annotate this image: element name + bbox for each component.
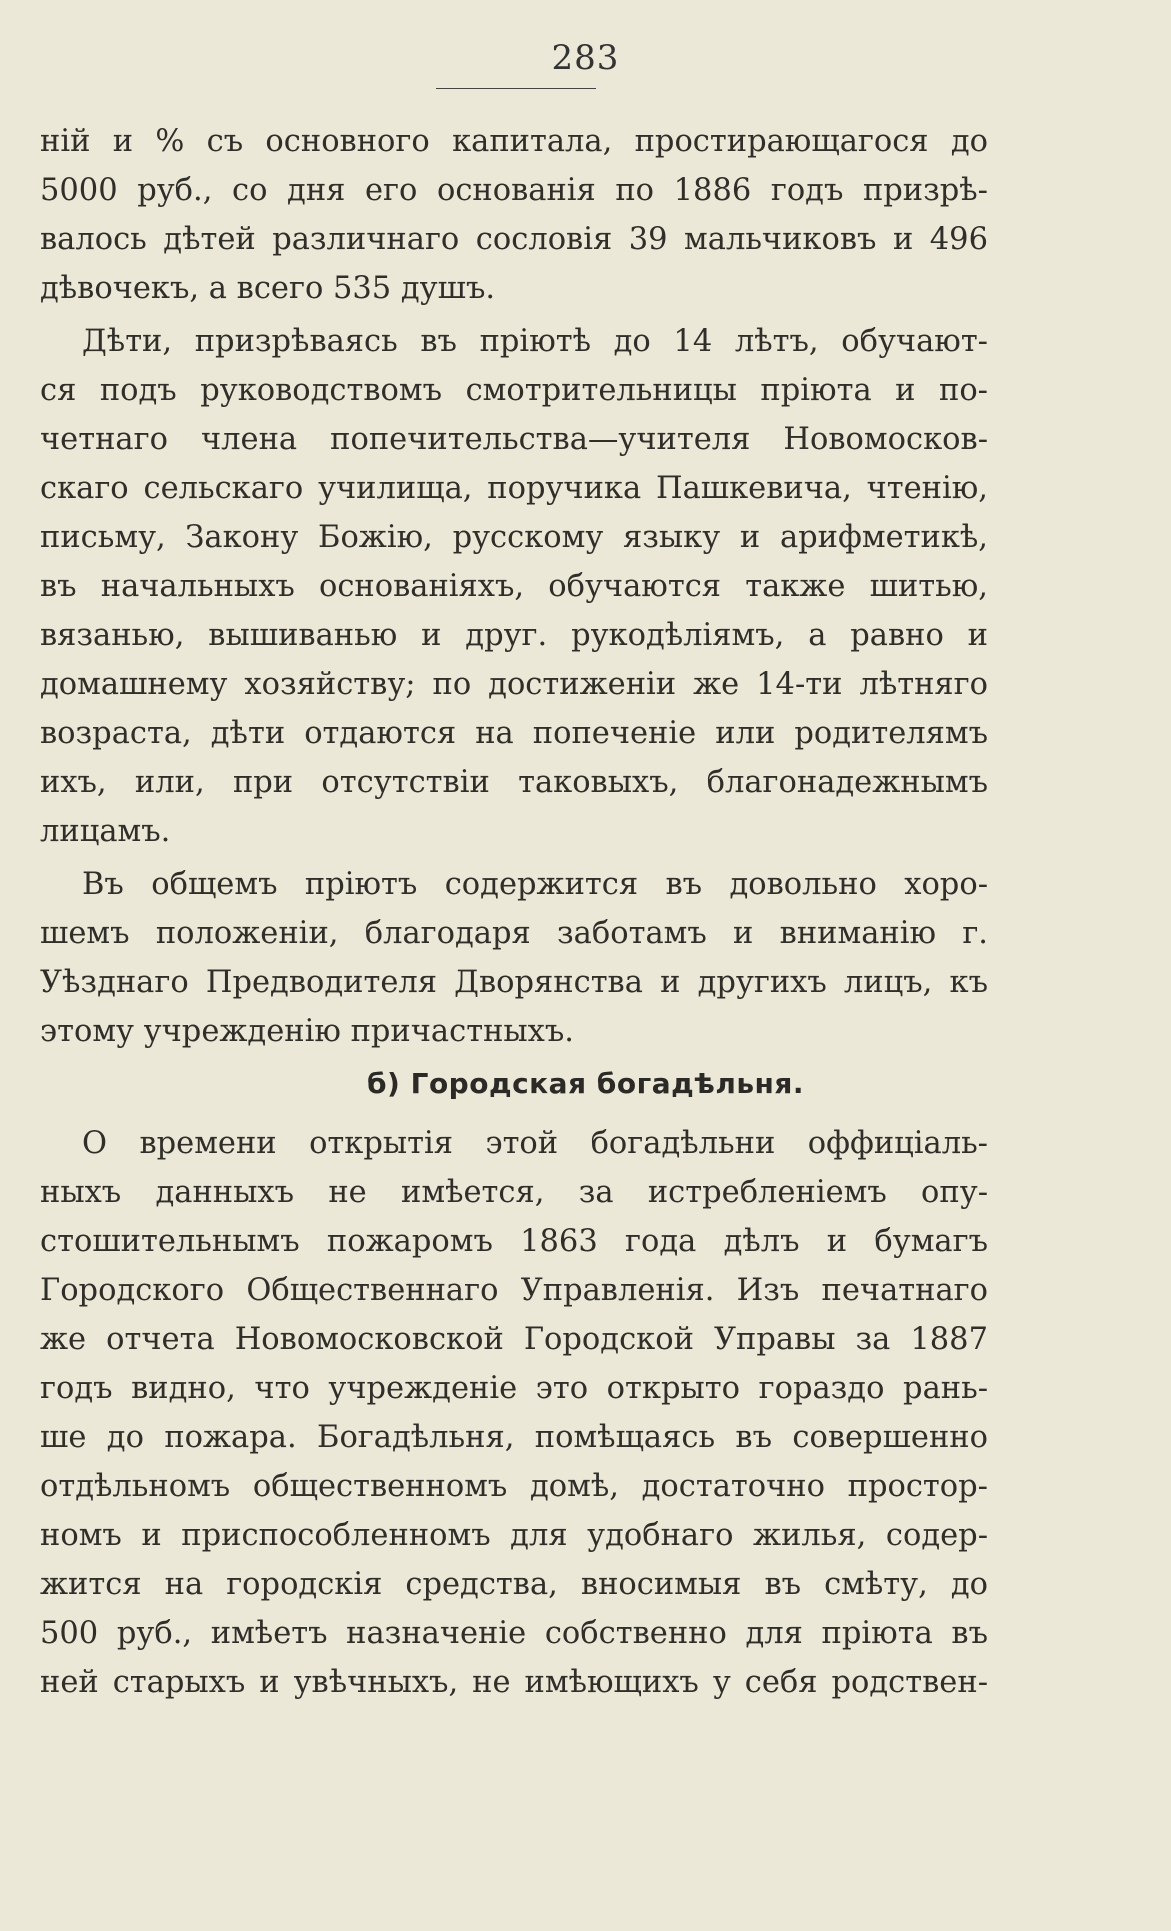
text-line: Городского Общественнаго Управленія. Изъ печатнаго <box>40 1273 988 1308</box>
text-line: лицамъ. <box>40 814 171 849</box>
text-line: домашнему хозяйству; по достиженіи же 14-ти лѣтняго <box>40 667 988 702</box>
text-line: годъ видно, что учрежденіе это открыто гораздо рань- <box>40 1371 988 1406</box>
page-number: 283 <box>551 38 620 78</box>
text-line: ше до пожара. Богадѣльня, помѣщаясь въ совершенно <box>40 1420 988 1455</box>
text-line: номъ и приспособленномъ для удобнаго жилья, содер- <box>40 1518 988 1553</box>
text-line: отдѣльномъ общественномъ домѣ, достаточно простор- <box>40 1469 988 1504</box>
text-line: письму, Закону Божію, русскому языку и арифметикѣ, <box>40 520 988 555</box>
text-line: возраста, дѣти отдаются на попеченіе или родителямъ <box>40 716 988 751</box>
text-line: въ начальныхъ основаніяхъ, обучаются также шитью, <box>40 569 988 604</box>
section-heading: б) Городская богадѣльня. <box>367 1067 804 1100</box>
text-line: вязанью, вышиванью и друг. рукодѣліямъ, а равно и <box>40 618 988 653</box>
text-line: 5000 руб., со дня его основанія по 1886 годъ призрѣ- <box>40 173 988 208</box>
text-line: О времени открытія этой богадѣльни оффиціаль- <box>82 1126 988 1161</box>
text-line: ныхъ данныхъ не имѣется, за истребленіемъ опу- <box>40 1175 988 1210</box>
text-line: шемъ положеніи, благодаря заботамъ и вниманію г. <box>40 916 988 951</box>
text-line: же отчета Новомосковской Городской Управы за 1887 <box>40 1322 988 1357</box>
text-line: Дѣти, призрѣваясь въ пріютѣ до 14 лѣтъ, обучают- <box>82 324 988 359</box>
text-line: этому учрежденію причастныхъ. <box>40 1014 574 1049</box>
text-line: ся подъ руководствомъ смотрительницы пріюта и по- <box>40 373 988 408</box>
text-line: Въ общемъ пріютъ содержится въ довольно хоро- <box>82 867 988 902</box>
text-line: четнаго члена попечительства—учителя Новомосков- <box>40 422 988 457</box>
text-line: валось дѣтей различнаго сословія 39 мальчиковъ и 496 <box>40 222 988 257</box>
text-line: ней старыхъ и увѣчныхъ, не имѣющихъ у себя родствен- <box>40 1665 988 1700</box>
text-line: жится на городскія средства, вносимыя въ смѣту, до <box>40 1567 988 1602</box>
page-number-rule <box>436 88 596 89</box>
text-line: скаго сельскаго училища, поручика Пашкевича, чтенію, <box>40 471 988 506</box>
text-line: ихъ, или, при отсутствіи таковыхъ, благонадежнымъ <box>40 765 988 800</box>
text-line: стошительнымъ пожаромъ 1863 года дѣлъ и бумагъ <box>40 1224 988 1259</box>
text-line: 500 руб., имѣетъ назначеніе собственно для пріюта въ <box>40 1616 988 1651</box>
text-line: ній и % съ основного капитала, простирающагося до <box>40 124 988 159</box>
text-line: Уѣзднаго Предводителя Дворянства и другихъ лицъ, къ <box>40 965 988 1000</box>
text-line: дѣвочекъ, а всего 535 душъ. <box>40 271 496 306</box>
